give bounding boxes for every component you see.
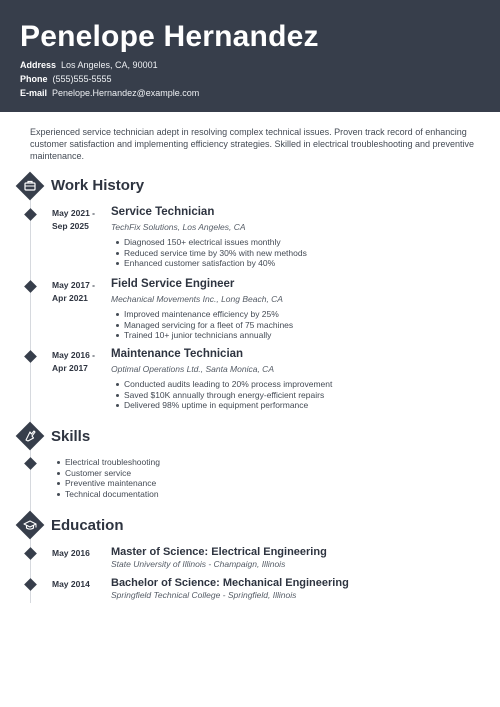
job-1-title: Service Technician: [111, 206, 215, 218]
education-1-school: State University of Illinois - Champaign, Illinois: [111, 559, 286, 569]
skills-list: [52, 457, 160, 499]
education-2-degree: Bachelor of Science: Mechanical Engineering: [111, 577, 349, 589]
address-label: Address: [20, 60, 57, 70]
education-2-marker: [24, 578, 37, 591]
skills-icon: [17, 423, 43, 449]
graduation-cap-icon: [17, 512, 43, 538]
education-1-date: May 2016: [52, 548, 90, 558]
list-item: Preventive maintenance: [52, 478, 160, 489]
job-2-title: Field Service Engineer: [111, 278, 235, 290]
list-item: Diagnosed 150+ electrical issues monthly: [111, 237, 307, 248]
job-3-dates: [52, 349, 112, 375]
phone-value: (555)555-5555: [52, 74, 112, 84]
job-2-company: Mechanical Movements Inc., Long Beach, CA: [111, 294, 283, 304]
address-row: [20, 60, 158, 70]
job-3-marker: [24, 350, 37, 363]
job-3-date-end: Apr 2017: [52, 363, 88, 373]
job-3-points: [111, 379, 332, 411]
list-item: Reduced service time by 30% with new methods: [111, 248, 307, 259]
job-1-date-end: Sep 2025: [52, 221, 89, 231]
briefcase-icon: [17, 173, 43, 199]
email-value: Penelope.Hernandez@example.com: [52, 88, 200, 98]
list-item: Customer service: [52, 468, 160, 479]
timeline-line: [30, 193, 31, 603]
job-1-points: [111, 237, 307, 269]
job-1-company: TechFix Solutions, Los Angeles, CA: [111, 222, 246, 232]
education-title: Education: [51, 517, 124, 534]
skills-marker: [24, 457, 37, 470]
education-1-degree: Master of Science: Electrical Engineering: [111, 546, 327, 558]
job-1-marker: [24, 208, 37, 221]
list-item: Improved maintenance efficiency by 25%: [111, 309, 293, 320]
job-3-company: Optimal Operations Ltd., Santa Monica, CA: [111, 364, 274, 374]
job-2-points: [111, 309, 293, 341]
list-item: Trained 10+ junior technicians annually: [111, 330, 293, 341]
job-2-date-end: Apr 2021: [52, 293, 88, 303]
list-item: Saved $10K annually through energy-efficient repairs: [111, 390, 332, 401]
education-2-date: May 2014: [52, 579, 90, 589]
phone-row: [20, 74, 112, 84]
education-1-marker: [24, 547, 37, 560]
list-item: Delivered 98% uptime in equipment performance: [111, 400, 332, 411]
job-2-date-start: May 2017 -: [52, 280, 95, 290]
email-row: [20, 88, 199, 98]
address-value: Los Angeles, CA, 90001: [61, 60, 158, 70]
list-item: Electrical troubleshooting: [52, 457, 160, 468]
candidate-name: Penelope Hernandez: [20, 20, 319, 53]
job-2-marker: [24, 280, 37, 293]
list-item: Enhanced customer satisfaction by 40%: [111, 258, 307, 269]
phone-label: Phone: [20, 74, 48, 84]
job-1-dates: [52, 207, 112, 233]
skills-title: Skills: [51, 428, 91, 445]
job-1-date-start: May 2021 -: [52, 208, 95, 218]
list-item: Conducted audits leading to 20% process improvement: [111, 379, 332, 390]
list-item: Technical documentation: [52, 489, 160, 500]
job-2-dates: [52, 279, 112, 305]
email-label: E-mail: [20, 88, 48, 98]
resume-header: [0, 0, 500, 112]
education-2-school: Springfield Technical College - Springfield, Illinois: [111, 590, 297, 600]
professional-summary: Experienced service technician adept in resolving complex technical issues. Proven track record of enhancing customer satisfaction and implementing efficiency strategies. Skilled in electrical troubleshooting and preventive maintenance.: [30, 127, 475, 161]
work-history-title: Work History: [51, 177, 145, 194]
job-3-date-start: May 2016 -: [52, 350, 95, 360]
job-3-title: Maintenance Technician: [111, 348, 244, 360]
list-item: Managed servicing for a fleet of 75 machines: [111, 320, 293, 331]
